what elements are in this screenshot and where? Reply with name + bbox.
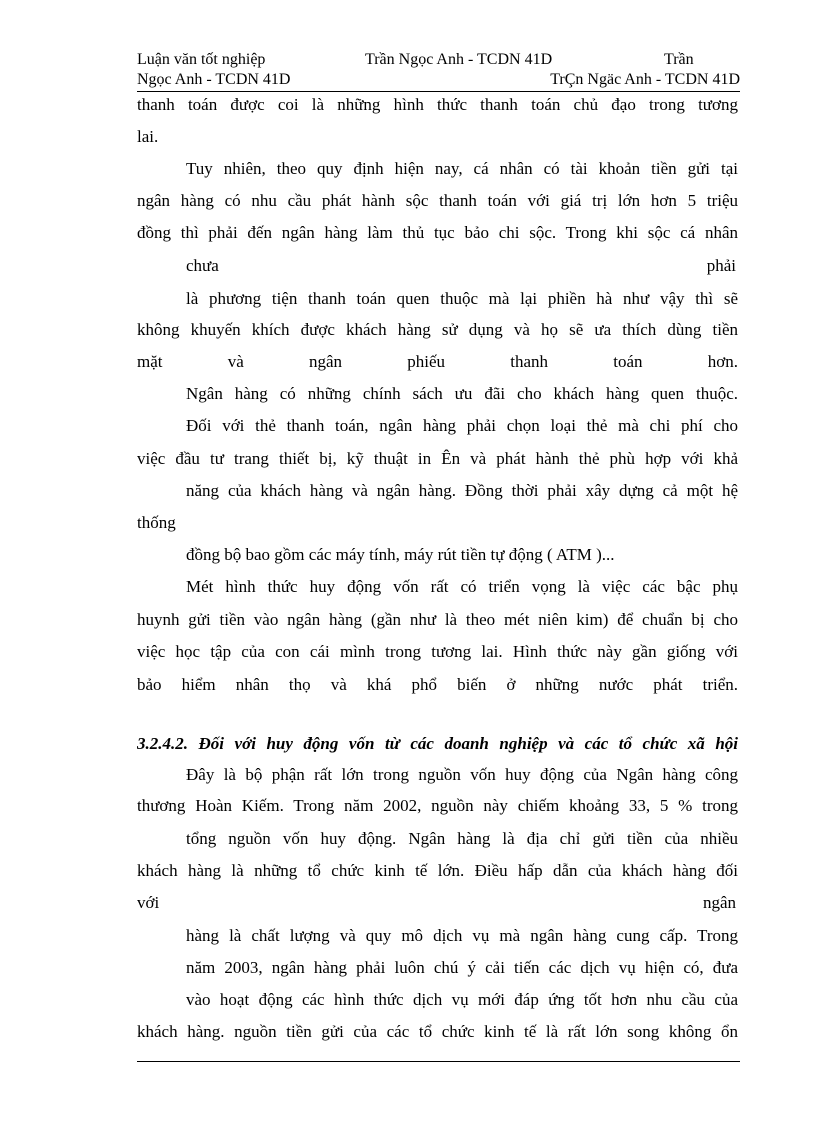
footer-divider <box>137 1061 740 1062</box>
paragraph-line: khách hàng là những tổ chức kinh tế lớn. Điều hấp dẫn của khách hàng đối <box>137 861 738 880</box>
paragraph-line: vào hoạt động các hình thức dịch vụ mới đáp ứng tốt hơn nhu cầu của <box>186 990 738 1009</box>
paragraph-line-right-fragment: ngân <box>702 893 736 912</box>
header-author-garbled: TrÇn Ngäc Anh - TCDN 41D <box>550 71 740 88</box>
paragraph-line: khách hàng. nguồn tiền gửi của các tổ chức kinh tế là rất lớn song không ổn <box>137 1022 738 1041</box>
paragraph-line-left-fragment: chưa <box>186 256 219 275</box>
paragraph-line: đồng thì phải đến ngân hàng làm thủ tục bảo chi sộc. Trong khi sộc cá nhân <box>137 223 738 242</box>
paragraph-line: ngân hàng có nhu cầu phát hành sộc thanh toán với giá trị lớn hơn 5 triệu <box>137 191 738 210</box>
paragraph-line: việc đầu tư trang thiết bị, kỹ thuật in Ên và phát hành thẻ phù hợp với khả <box>137 449 738 468</box>
paragraph-line: đồng bộ bao gồm các máy tính, máy rút tiền tự động ( ATM )... <box>186 545 615 564</box>
paragraph-line: mặt và ngân phiếu thanh toán hơn. <box>137 352 738 371</box>
paragraph-line-left-fragment: với <box>137 893 160 912</box>
paragraph-line: Mét hình thức huy động vốn rất có triển vọng là việc các bậc phụ <box>186 577 738 596</box>
paragraph-line: bảo hiểm nhân thọ và khá phổ biến ở những nước phát triển. <box>137 675 738 694</box>
section-heading: 3.2.4.2. Đối với huy động vốn từ các doanh nghiệp và các tổ chức xã hội <box>137 734 738 753</box>
paragraph-line: tổng nguồn vốn huy động. Ngân hàng là địa chỉ gửi tiền của nhiều <box>186 829 738 848</box>
header-divider <box>137 91 740 92</box>
paragraph-line: không khuyến khích được khách hàng sử dụng và họ sẽ ưa thích dùng tiền <box>137 320 738 339</box>
header-thesis-label: Luận văn tốt nghiệp <box>137 51 266 68</box>
paragraph-line: lai. <box>137 127 159 146</box>
paragraph-line: năm 2003, ngân hàng phải luôn chú ý cải tiến các dịch vụ hiện có, đưa <box>186 958 738 977</box>
paragraph-line: Đây là bộ phận rất lớn trong nguồn vốn huy động của Ngân hàng công <box>186 765 738 784</box>
paragraph-line: năng của khách hàng và ngân hàng. Đồng thời phải xây dựng cả một hệ <box>186 481 738 500</box>
running-header-line-2 <box>137 71 740 91</box>
paragraph-line: huynh gửi tiền vào ngân hàng (gần như là theo mét niên kim) để chuẩn bị cho <box>137 610 738 629</box>
paragraph-line: Đối với thẻ thanh toán, ngân hàng phải chọn loại thẻ mà chi phí cho <box>186 416 738 435</box>
header-author-continued: Ngọc Anh - TCDN 41D <box>137 71 291 88</box>
paragraph-line: hàng là chất lượng và quy mô dịch vụ mà ngân hàng cung cấp. Trong <box>186 926 738 945</box>
paragraph-line: Tuy nhiên, theo quy định hiện nay, cá nhân có tài khoản tiền gửi tại <box>186 159 738 178</box>
header-author-fragment: Trần <box>664 51 694 68</box>
running-header-line-1 <box>137 51 740 71</box>
paragraph-line: thanh toán được coi là những hình thức thanh toán chủ đạo trong tương <box>137 95 738 114</box>
header-author-center: Trần Ngọc Anh - TCDN 41D <box>365 51 553 68</box>
paragraph-line: thống <box>137 513 176 532</box>
paragraph-line: là phương tiện thanh toán quen thuộc mà lại phiền hà như vậy thì sẽ <box>186 289 738 308</box>
paragraph-line: Ngân hàng có những chính sách ưu đãi cho khách hàng quen thuộc. <box>186 384 738 403</box>
paragraph-line: thương Hoàn Kiếm. Trong năm 2002, nguồn này chiếm khoảng 33, 5 % trong <box>137 796 738 815</box>
paragraph-line-right-fragment: phải <box>706 256 736 275</box>
paragraph-line: việc học tập của con cái mình trong tương lai. Hình thức này gần giống với <box>137 642 738 661</box>
